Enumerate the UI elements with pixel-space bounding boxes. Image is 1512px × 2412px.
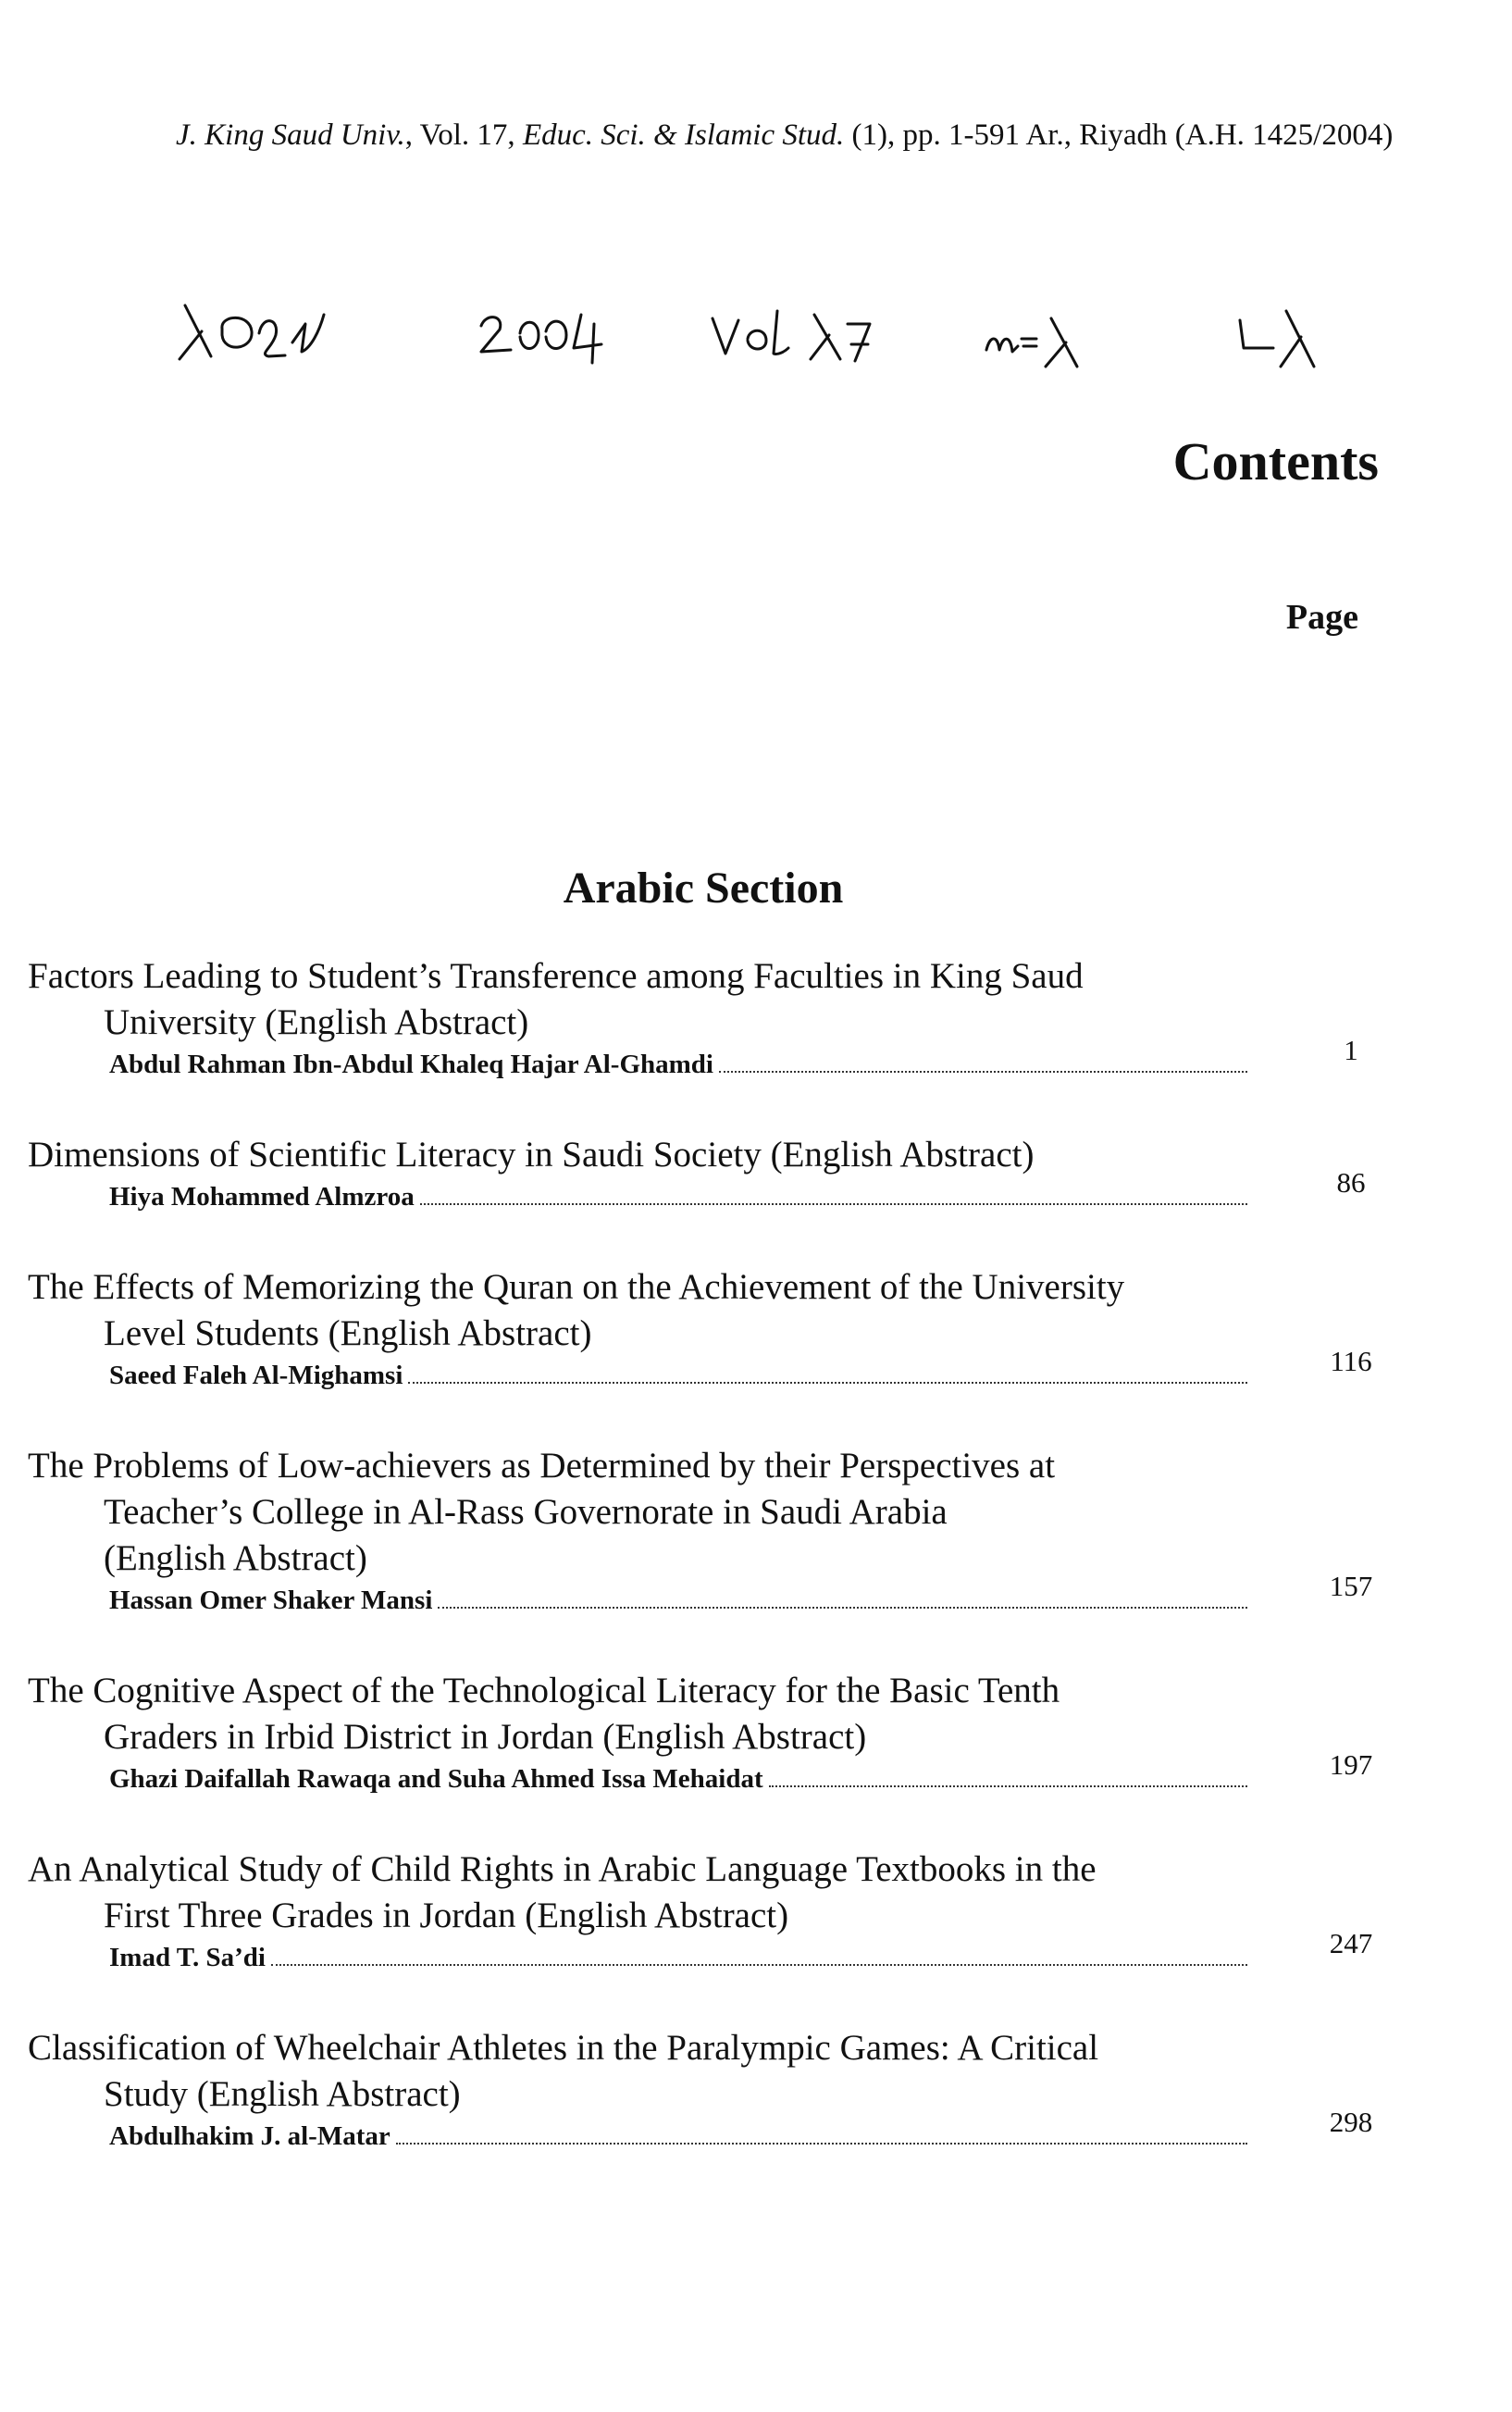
dot-leader [408,1382,1247,1384]
journal-abbrev: J. King Saud Univ. [176,118,405,152]
entry-title-line: Teacher’s College in Al-Rass Governorate in Saudi Arabia [104,1492,948,1532]
entry-page-number: 197 [1329,1748,1373,1781]
section-title: Arabic Section [563,864,844,913]
journal-volume: , Vol. 17, [404,118,523,152]
entry-author-row [28,1050,1247,1080]
entry-title-line: University (English Abstract) [104,1002,529,1042]
entry-title-line: The Problems of Low-achievers as Determined by their Perspectives at [28,1446,1056,1486]
toc-entry [28,1443,1407,1616]
entry-author-row [28,1585,1247,1616]
entry-author: Ghazi Daifallah Rawaqa and Suha Ahmed Issa Mehaidat [109,1764,763,1794]
toc-entry [28,1132,1407,1212]
entry-page-number: 247 [1329,1927,1373,1959]
entry-title-line: Factors Leading to Student’s Transference among Faculties in King Saud [28,956,1084,996]
dot-leader [396,2143,1247,2145]
entry-title-line: Classification of Wheelchair Athletes in the Paralympic Games: A Critical [28,2028,1099,2068]
toc-entry [28,2025,1407,2152]
entry-title-line: First Three Grades in Jordan (English Abstract) [104,1896,789,1935]
entry-title-line: An Analytical Study of Child Rights in Arabic Language Textbooks in the [28,1849,1097,1889]
journal-issue-pages: (1), pp. 1-591 Ar., Riyadh (A.H. 1425/2004) [844,118,1394,152]
toc-entry [28,1264,1407,1391]
page-column-label: Page [1285,598,1358,637]
entry-author: Abdul Rahman Ibn-Abdul Khaleq Hajar Al-Ghamdi [109,1050,713,1079]
dot-leader [271,1964,1247,1966]
entry-title [28,953,1231,1046]
entry-page-number: 86 [1336,1166,1366,1199]
entry-author: Abdulhakim J. al-Matar [109,2121,390,2151]
entry-author-row [28,1764,1247,1795]
entry-author-row [28,1943,1247,1973]
dot-leader [420,1203,1247,1205]
entry-page-number: 1 [1344,1034,1358,1066]
entry-title [28,1668,1231,1760]
entry-title [28,2025,1231,2118]
handwritten-annotation [167,278,1397,379]
contents-title: Contents [1172,431,1379,491]
entry-author: Saeed Faleh Al-Mighamsi [109,1361,403,1390]
entry-title-line: Study (English Abstract) [104,2074,461,2114]
toc-entry [28,1846,1407,1973]
entry-author-row [28,1182,1247,1212]
entry-author-row [28,1361,1247,1391]
entry-page-number: 157 [1329,1570,1373,1602]
journal-citation [176,118,1393,153]
entry-title-line: The Effects of Memorizing the Quran on the Achievement of the University [28,1267,1125,1307]
entry-title-line: Graders in Irbid District in Jordan (English Abstract) [104,1717,867,1757]
entry-author: Imad T. Sa’di [109,1943,266,1972]
entry-author: Hassan Omer Shaker Mansi [109,1585,433,1615]
entry-title-line: Dimensions of Scientific Literacy in Saudi Society (English Abstract) [28,1135,1035,1175]
entry-title-line: The Cognitive Aspect of the Technological Literacy for the Basic Tenth [28,1671,1060,1710]
entry-author-row [28,2121,1247,2152]
entry-author: Hiya Mohammed Almzroa [109,1182,415,1212]
toc-entry [28,953,1407,1080]
toc-entry [28,1668,1407,1795]
entry-title [28,1264,1231,1357]
journal-series: Educ. Sci. & Islamic Stud. [522,118,845,152]
entry-title [28,1443,1231,1582]
table-of-contents [28,953,1407,2204]
entry-title-line: (English Abstract) [104,1538,367,1578]
entry-title [28,1132,1231,1178]
entry-title-line: Level Students (English Abstract) [104,1313,592,1353]
dot-leader [769,1785,1247,1787]
entry-title [28,1846,1231,1939]
dot-leader [719,1071,1247,1073]
entry-page-number: 116 [1330,1345,1372,1377]
dot-leader [438,1607,1247,1609]
entry-page-number: 298 [1329,2106,1373,2138]
